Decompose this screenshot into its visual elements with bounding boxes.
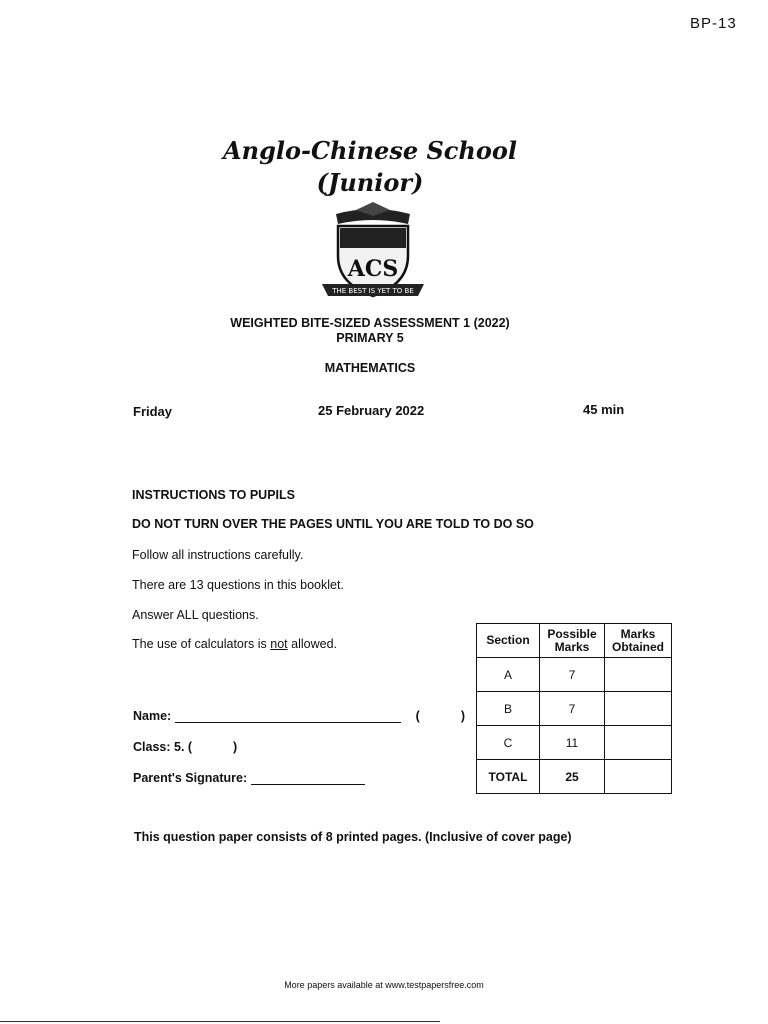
section-cell: C: [477, 726, 540, 760]
instructions-warning: DO NOT TURN OVER THE PAGES UNTIL YOU ARE TOLD TO DO SO: [132, 517, 534, 531]
school-crest-logo: [318, 200, 428, 304]
marks-obtained-cell[interactable]: [605, 726, 672, 760]
class-label: Class: 5. (: [133, 740, 193, 754]
assessment-title: WEIGHTED BITE-SIZED ASSESSMENT 1 (2022): [230, 316, 510, 330]
possible-marks-cell: 7: [540, 692, 605, 726]
register-paren-open: (: [415, 709, 420, 723]
crest-initials: ACS: [347, 256, 399, 282]
total-obtained-cell[interactable]: [605, 760, 672, 794]
pages-note: This question paper consists of 8 printed pages. (Inclusive of cover page): [134, 830, 572, 844]
exam-date: 25 February 2022: [318, 403, 425, 418]
document-code: BP-13: [690, 15, 737, 32]
bottom-divider: [0, 1021, 440, 1022]
signature-field[interactable]: [133, 771, 365, 785]
table-row: [477, 726, 672, 760]
subject: MATHEMATICS: [324, 361, 416, 375]
name-field[interactable]: [133, 709, 465, 723]
exam-duration: 45 min: [583, 402, 625, 417]
marks-obtained-cell[interactable]: [605, 692, 672, 726]
school-name: Anglo-Chinese School: [223, 136, 517, 165]
class-paren-close: ): [233, 740, 238, 754]
possible-marks-cell: 11: [540, 726, 605, 760]
header-marks-obtained: Marks Obtained: [605, 624, 672, 658]
crest-shield-band: [340, 228, 406, 248]
possible-marks-cell: 7: [540, 658, 605, 692]
header-possible-marks: Possible Marks: [540, 624, 605, 658]
signature-label: Parent's Signature:: [133, 771, 248, 785]
exam-day: Friday: [133, 404, 173, 419]
name-label: Name:: [133, 709, 172, 723]
total-possible-cell: 25: [540, 760, 605, 794]
total-label: TOTAL: [477, 760, 540, 794]
register-paren-close: ): [460, 709, 465, 723]
calc-text-emphasis: not: [270, 637, 288, 651]
table-row-total: [477, 760, 672, 794]
section-cell: A: [477, 658, 540, 692]
class-field[interactable]: [133, 740, 237, 754]
instruction-line: Follow all instructions carefully.: [132, 548, 304, 562]
site-note: More papers available at www.testpapersfree.com: [284, 980, 484, 990]
header-section: Section: [477, 624, 540, 658]
marks-obtained-cell[interactable]: [605, 658, 672, 692]
section-cell: B: [477, 692, 540, 726]
instruction-calculators: [132, 637, 337, 651]
calc-text-after: allowed.: [287, 637, 337, 651]
instruction-line: Answer ALL questions.: [132, 608, 259, 622]
school-division: (Junior): [316, 168, 424, 197]
table-row: [477, 658, 672, 692]
table-row: [477, 692, 672, 726]
instructions-heading: INSTRUCTIONS TO PUPILS: [132, 488, 295, 502]
marks-table: [476, 623, 672, 794]
name-blank[interactable]: [175, 722, 401, 723]
calc-text-before: The use of calculators is: [132, 637, 271, 651]
marks-table-header: [477, 624, 672, 658]
instruction-line: There are 13 questions in this booklet.: [132, 578, 344, 592]
level: PRIMARY 5: [336, 331, 404, 345]
signature-blank[interactable]: [251, 784, 365, 785]
crest-motto: THE BEST IS YET TO BE: [332, 287, 414, 295]
